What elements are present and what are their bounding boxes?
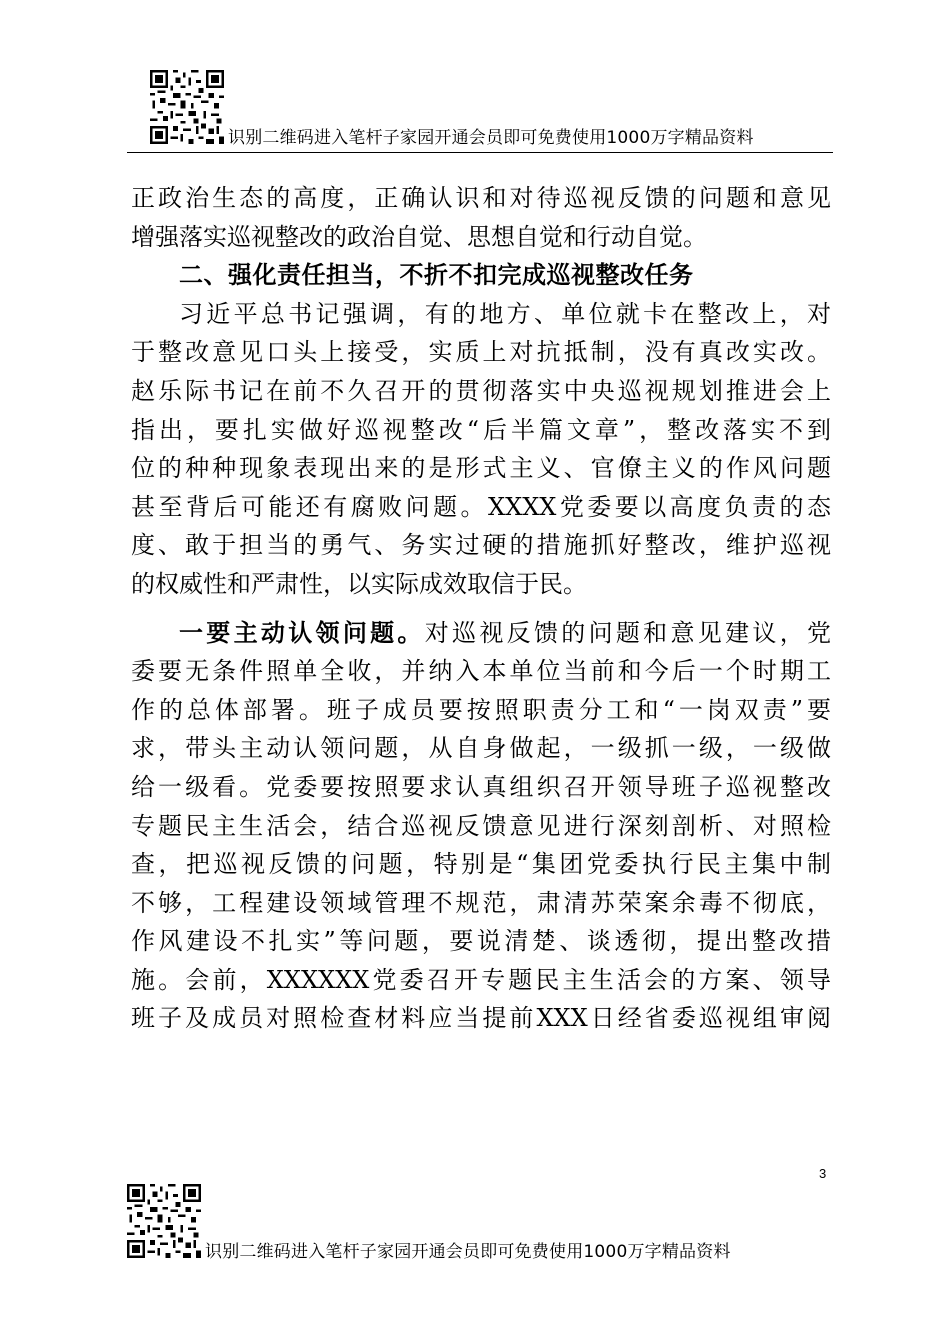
qr-code-icon (150, 70, 224, 144)
qr-code-bottom (127, 1184, 201, 1258)
text-line: 指出，要扎实做好巡视整改“后半篇文章”，整改落实不到 (131, 415, 831, 444)
text-line: 不够，工程建设领域管理不规范，肃清苏荣案余毒不彻底， (131, 888, 831, 917)
text-line: 作风建设不扎实”等问题，要说清楚、谈透彻，提出整改措 (131, 927, 831, 956)
qr-code-top (150, 70, 224, 144)
text-line: 求，带头主动认领问题，从自身做起，一级抓一级，一级做 (131, 734, 831, 763)
text-line: 于整改意见口头上接受，实质上对抗抵制，没有真改实改。 (131, 338, 831, 367)
text-line: 度、敢于担当的勇气、务实过硬的措施抓好整改，维护巡视 (131, 531, 831, 560)
text-line: 班子及成员对照检查材料应当提前XXX日经省委巡视组审阅 (131, 1004, 831, 1033)
text-line: 的权威性和严肃性，以实际成效取信于民。 (131, 569, 587, 598)
document-body (131, 179, 831, 1038)
text-line: 委要无条件照单全收，并纳入本单位当前和今后一个时期工 (131, 657, 831, 686)
footer-promo-text: 识别二维码进入笔杆子家园开通会员即可免费使用1000万字精品资料 (205, 1242, 731, 1262)
header-rule (127, 152, 833, 153)
text-line: 给一级看。党委要按照要求认真组织召开领导班子巡视整改 (131, 772, 831, 801)
text-line: 增强落实巡视整改的政治自觉、思想自觉和行动自觉。 (131, 222, 707, 251)
text-line: 专题民主生活会，结合巡视反馈意见进行深刻剖析、对照检 (131, 811, 831, 840)
text-line (131, 614, 831, 653)
text-line: 赵乐际书记在前不久召开的贯彻落实中央巡视规划推进会上 (131, 376, 831, 405)
page-number: 3 (819, 1166, 827, 1181)
text-line: 甚至背后可能还有腐败问题。XXXX党委要以高度负责的态 (131, 492, 831, 521)
paragraph-lead: 一要主动认领问题。 (179, 618, 425, 647)
text-line: 查，把巡视反馈的问题，特别是“集团党委执行民主集中制 (131, 850, 831, 879)
qr-code-icon (127, 1184, 201, 1258)
text-line: 作的总体部署。班子成员要按照职责分工和“一岗双责”要 (131, 695, 831, 724)
text-line: 位的种种现象表现出来的是形式主义、官僚主义的作风问题 (131, 454, 831, 483)
paragraph-spacer (131, 604, 831, 614)
text-line: 正政治生态的高度，正确认识和对待巡视反馈的问题和意见 (131, 184, 831, 212)
header-promo-text: 识别二维码进入笔杆子家园开通会员即可免费使用1000万字精品资料 (228, 128, 754, 148)
text-span: 对巡视反馈的问题和意见建议，党 (424, 618, 832, 647)
text-line: 施。会前，XXXXXX党委召开专题民主生活会的方案、领导 (131, 965, 831, 994)
section-heading: 二、强化责任担当，不折不扣完成巡视整改任务 (179, 261, 694, 290)
text-line: 习近平总书记强调，有的地方、单位就卡在整改上，对 (179, 299, 831, 328)
